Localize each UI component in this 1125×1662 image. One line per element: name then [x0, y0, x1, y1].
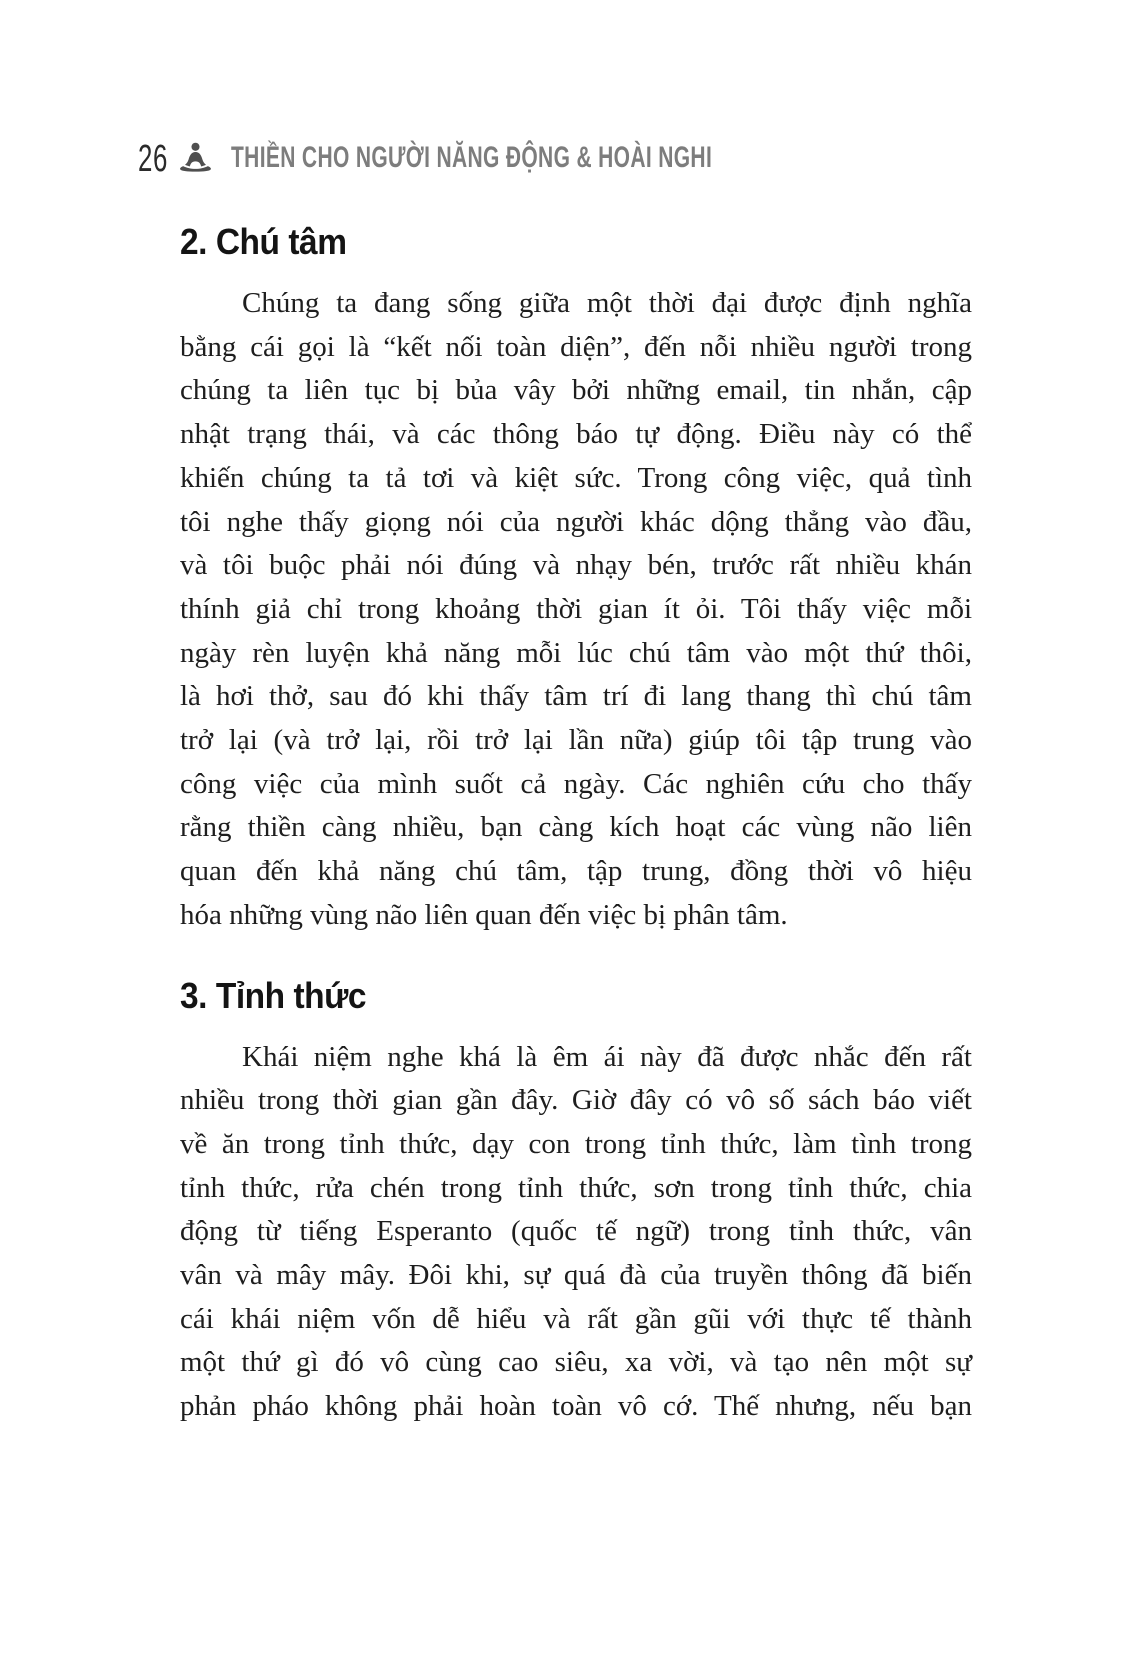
- meditation-icon: [177, 141, 214, 178]
- section-heading: 3. Tỉnh thức: [180, 974, 367, 1016]
- book-title: THIỀN CHO NGƯỜI NĂNG ĐỘNG & HOÀI NGHI: [231, 141, 713, 174]
- page-number: 26: [138, 138, 169, 180]
- section-paragraph: Khái niệm nghe khá là êm ái này đã được nhắc đến rất nhiều trong thời gian gần đây. Giờ đây có vô số sách báo viết về ăn trong tỉnh thức, dạy con trong tỉnh thức, làm tình trong tỉnh thức, rửa chén trong tỉnh thức, sơn trong tỉnh thức, chia động từ tiếng Esperanto (quốc tế ngữ) trong tỉnh thức, vân vân và mây mây. Đôi khi, sự quá đà của truyền thông đã biến cái khái niệm vốn dễ hiểu và rất gần gũi với thực tế thành một thứ gì đó vô cùng cao siêu, xa vời, và tạo nên một sự phản pháo không phải hoàn toàn vô cớ. Thế nhưng, nếu bạn: [180, 1040, 972, 1423]
- section-heading: 2. Chú tâm: [180, 221, 347, 262]
- section-chu-tam: [180, 220, 972, 938]
- section-tinh-thuc: [180, 974, 972, 1429]
- section-paragraph: Chúng ta đang sống giữa một thời đại được định nghĩa bằng cái gọi là “kết nối toàn diện”, đến nỗi nhiều người trong chúng ta liên tục bị bủa vây bởi những email, tin nhắn, cập nhật trạng thái, và các thông báo tự động. Điều này có thể khiến chúng ta tả tơi và kiệt sức. Trong công việc, quả tình tôi nghe thấy giọng nói của người khác dộng thẳng vào đầu, và tôi buộc phải nói đúng và nhạy bén, trước rất nhiều khán thính giả chỉ trong khoảng thời gian ít ỏi. Tôi thấy việc mỗi ngày rèn luyện khả năng mỗi lúc chú tâm vào một thứ thôi, là hơi thở, sau đó khi thấy tâm trí đi lang thang thì chú tâm trở lại (và trở lại, rồi trở lại lần nữa) giúp tôi tập trung vào công việc của mình suốt cả ngày. Các nghiên cứu cho thấy rằng thiền càng nhiều, bạn càng kích hoạt các vùng não liên quan đến khả năng chú tâm, tập trung, đồng thời vô hiệu hóa những vùng não liên quan đến việc bị phân tâm.: [180, 287, 972, 931]
- running-header: [0, 0, 1125, 200]
- page-content: [180, 220, 972, 1429]
